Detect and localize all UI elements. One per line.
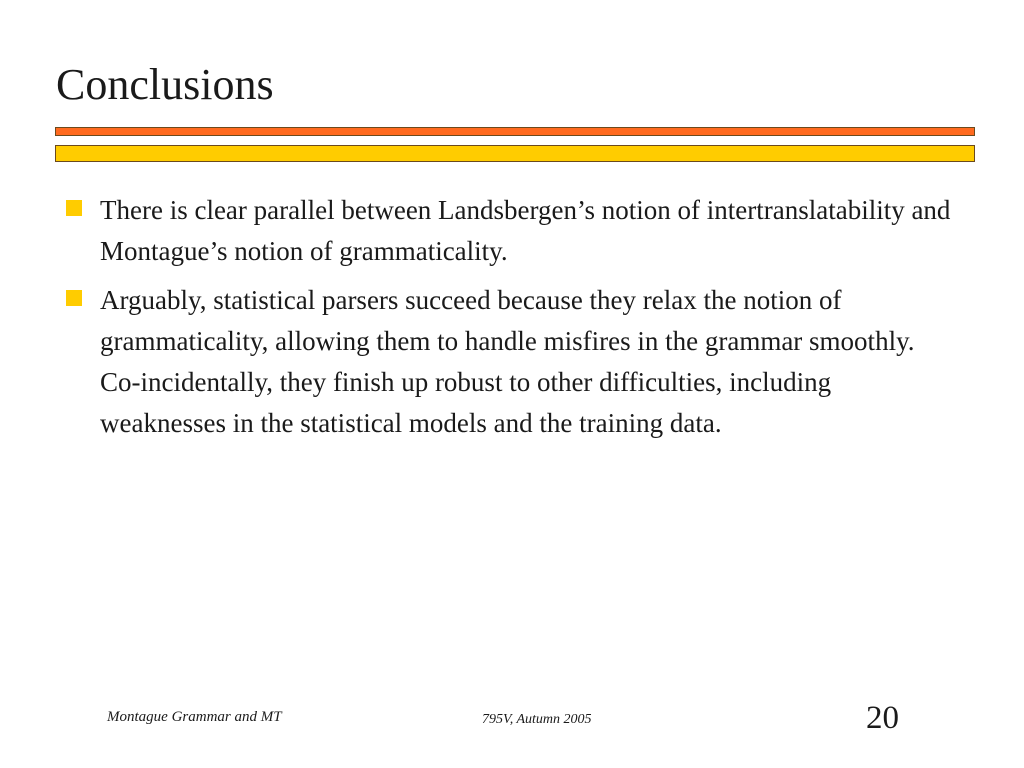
bullet-text: Arguably, statistical parsers succeed because they relax the notion of grammaticality, allowing them to handle misfires in the grammar smoothly. Co-incidentally, they finish up robust to other difficulties, including weaknesses in the statistical models and the training data. <box>100 285 915 438</box>
title-underline-orange <box>55 127 975 136</box>
footer-term: 795V, Autumn 2005 <box>482 712 592 727</box>
footer-course-title: Montague Grammar and MT <box>107 709 282 725</box>
bullet-item <box>64 280 954 444</box>
bullet-text: There is clear parallel between Landsbergen’s notion of intertranslatability and Montague’s notion of grammaticality. <box>100 195 951 266</box>
bullet-list <box>64 190 954 452</box>
square-bullet-icon <box>66 200 82 216</box>
bullet-item <box>64 190 954 272</box>
title-underline-yellow <box>55 145 975 162</box>
slide-title: Conclusions <box>56 60 274 109</box>
page-number: 20 <box>866 700 899 736</box>
square-bullet-icon <box>66 290 82 306</box>
